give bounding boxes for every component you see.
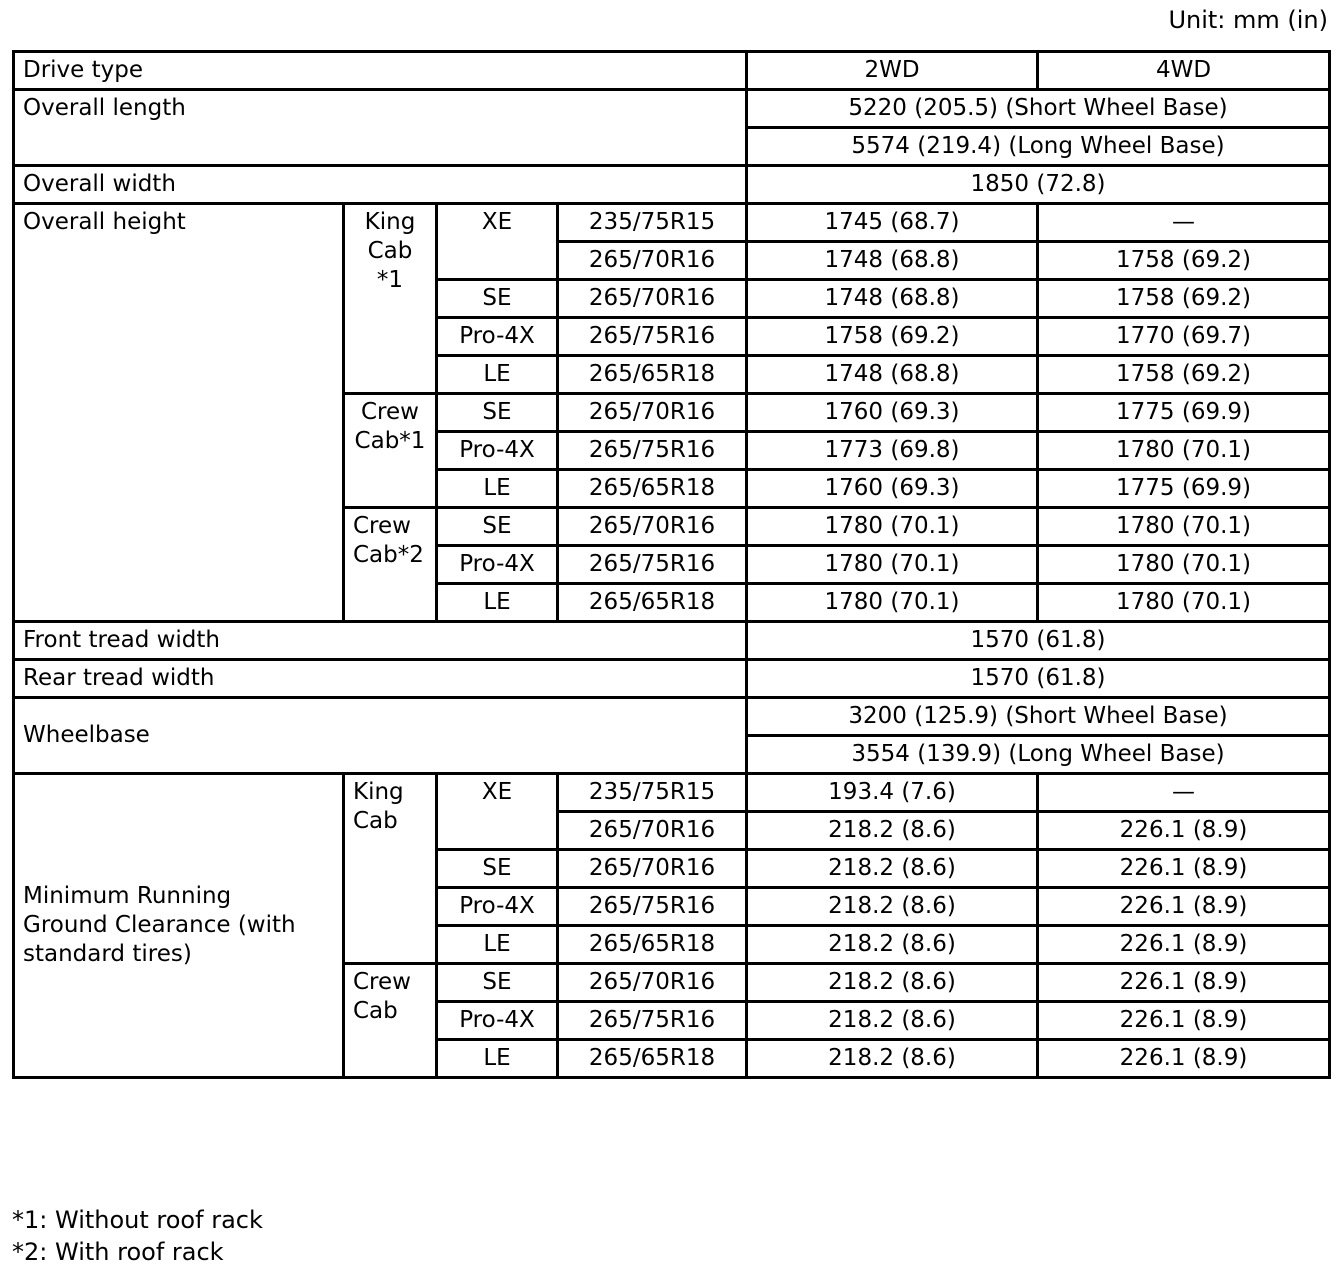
grade-cell: LE [437, 1040, 558, 1078]
wheelbase-label: Wheelbase [14, 698, 747, 774]
value-2wd: 1760 (69.3) [747, 394, 1038, 432]
tire-cell: 265/65R18 [558, 1040, 747, 1078]
tire-cell: 265/65R18 [558, 470, 747, 508]
wheelbase-row [14, 698, 1330, 736]
wheelbase-swb: 3200 (125.9) (Short Wheel Base) [747, 698, 1330, 736]
tire-cell: 265/70R16 [558, 964, 747, 1002]
dimensions-table [12, 50, 1331, 1079]
grade-cell: LE [437, 926, 558, 964]
grade-cell: Pro-4X [437, 1002, 558, 1040]
tire-cell: 265/75R16 [558, 1002, 747, 1040]
tire-cell: 235/75R15 [558, 204, 747, 242]
cab-king-cab: King Cab *1 [344, 204, 437, 394]
grade-cell: LE [437, 584, 558, 622]
value-4wd: 226.1 (8.9) [1038, 888, 1330, 926]
overall-height-label: Overall height [14, 204, 344, 622]
value-2wd: 218.2 (8.6) [747, 964, 1038, 1002]
drive-type-label: Drive type [14, 52, 747, 90]
value-4wd: 1758 (69.2) [1038, 242, 1330, 280]
cab-king-cab: King Cab [344, 774, 437, 964]
value-2wd: 1780 (70.1) [747, 508, 1038, 546]
overall-width-value: 1850 (72.8) [747, 166, 1330, 204]
value-4wd: 1775 (69.9) [1038, 470, 1330, 508]
value-4wd: 226.1 (8.9) [1038, 1002, 1330, 1040]
header-row [14, 52, 1330, 90]
unit-note: Unit: mm (in) [1168, 6, 1328, 34]
value-2wd: 218.2 (8.6) [747, 888, 1038, 926]
grade-cell: LE [437, 356, 558, 394]
overall-length-row [14, 90, 1330, 128]
tire-cell: 265/65R18 [558, 584, 747, 622]
value-2wd: 193.4 (7.6) [747, 774, 1038, 812]
value-2wd: 1748 (68.8) [747, 356, 1038, 394]
grade-cell: SE [437, 394, 558, 432]
value-4wd: 1780 (70.1) [1038, 432, 1330, 470]
value-2wd: 218.2 (8.6) [747, 1040, 1038, 1078]
grade-cell: SE [437, 508, 558, 546]
value-4wd: 1775 (69.9) [1038, 394, 1330, 432]
header-4wd: 4WD [1038, 52, 1330, 90]
table-row [14, 774, 1330, 812]
value-4wd: 226.1 (8.9) [1038, 812, 1330, 850]
value-2wd: 1780 (70.1) [747, 546, 1038, 584]
rear-tread-label: Rear tread width [14, 660, 747, 698]
wheelbase-lwb: 3554 (139.9) (Long Wheel Base) [747, 736, 1330, 774]
tire-cell: 265/70R16 [558, 812, 747, 850]
tire-cell: 265/70R16 [558, 280, 747, 318]
cab-crew-cab: Crew Cab [344, 964, 437, 1078]
value-4wd: 226.1 (8.9) [1038, 1040, 1330, 1078]
tire-cell: 265/75R16 [558, 888, 747, 926]
value-4wd: — [1038, 204, 1330, 242]
value-4wd: 226.1 (8.9) [1038, 964, 1330, 1002]
tire-cell: 235/75R15 [558, 774, 747, 812]
overall-length-lwb: 5574 (219.4) (Long Wheel Base) [747, 128, 1330, 166]
grade-cell: Pro-4X [437, 432, 558, 470]
clearance-label: Minimum Running Ground Clearance (with standard tires) [14, 774, 344, 1078]
footnote-2: *2: With roof rack [12, 1238, 224, 1266]
front-tread-label: Front tread width [14, 622, 747, 660]
value-2wd: 1760 (69.3) [747, 470, 1038, 508]
cab-crew-cab-2: Crew Cab*2 [344, 508, 437, 622]
tire-cell: 265/70R16 [558, 394, 747, 432]
tire-cell: 265/70R16 [558, 508, 747, 546]
value-4wd: 1770 (69.7) [1038, 318, 1330, 356]
value-2wd: 218.2 (8.6) [747, 1002, 1038, 1040]
overall-length-swb: 5220 (205.5) (Short Wheel Base) [747, 90, 1330, 128]
value-4wd: 1780 (70.1) [1038, 546, 1330, 584]
grade-cell: SE [437, 964, 558, 1002]
value-2wd: 218.2 (8.6) [747, 812, 1038, 850]
value-4wd: 1780 (70.1) [1038, 584, 1330, 622]
footnote-1: *1: Without roof rack [12, 1206, 263, 1234]
value-2wd: 1745 (68.7) [747, 204, 1038, 242]
grade-cell: SE [437, 850, 558, 888]
header-2wd: 2WD [747, 52, 1038, 90]
value-2wd: 218.2 (8.6) [747, 850, 1038, 888]
grade-cell: LE [437, 470, 558, 508]
tire-cell: 265/70R16 [558, 242, 747, 280]
table-row [14, 204, 1330, 242]
value-2wd: 1748 (68.8) [747, 280, 1038, 318]
tire-cell: 265/75R16 [558, 546, 747, 584]
grade-cell: SE [437, 280, 558, 318]
tire-cell: 265/65R18 [558, 926, 747, 964]
front-tread-value: 1570 (61.8) [747, 622, 1330, 660]
cab-crew-cab-1: Crew Cab*1 [344, 394, 437, 508]
grade-cell: Pro-4X [437, 888, 558, 926]
rear-tread-value: 1570 (61.8) [747, 660, 1330, 698]
grade-cell: XE [437, 204, 558, 280]
value-2wd: 218.2 (8.6) [747, 926, 1038, 964]
value-2wd: 1773 (69.8) [747, 432, 1038, 470]
value-4wd: 1780 (70.1) [1038, 508, 1330, 546]
value-2wd: 1748 (68.8) [747, 242, 1038, 280]
front-tread-row [14, 622, 1330, 660]
value-4wd: 1758 (69.2) [1038, 280, 1330, 318]
overall-width-row [14, 166, 1330, 204]
tire-cell: 265/65R18 [558, 356, 747, 394]
value-2wd: 1758 (69.2) [747, 318, 1038, 356]
value-4wd: 226.1 (8.9) [1038, 850, 1330, 888]
tire-cell: 265/70R16 [558, 850, 747, 888]
grade-cell: Pro-4X [437, 318, 558, 356]
overall-length-label: Overall length [14, 90, 747, 166]
tire-cell: 265/75R16 [558, 318, 747, 356]
grade-cell: Pro-4X [437, 546, 558, 584]
value-4wd: 226.1 (8.9) [1038, 926, 1330, 964]
tire-cell: 265/75R16 [558, 432, 747, 470]
grade-cell: XE [437, 774, 558, 850]
value-4wd: 1758 (69.2) [1038, 356, 1330, 394]
value-4wd: — [1038, 774, 1330, 812]
rear-tread-row [14, 660, 1330, 698]
value-2wd: 1780 (70.1) [747, 584, 1038, 622]
overall-width-label: Overall width [14, 166, 747, 204]
